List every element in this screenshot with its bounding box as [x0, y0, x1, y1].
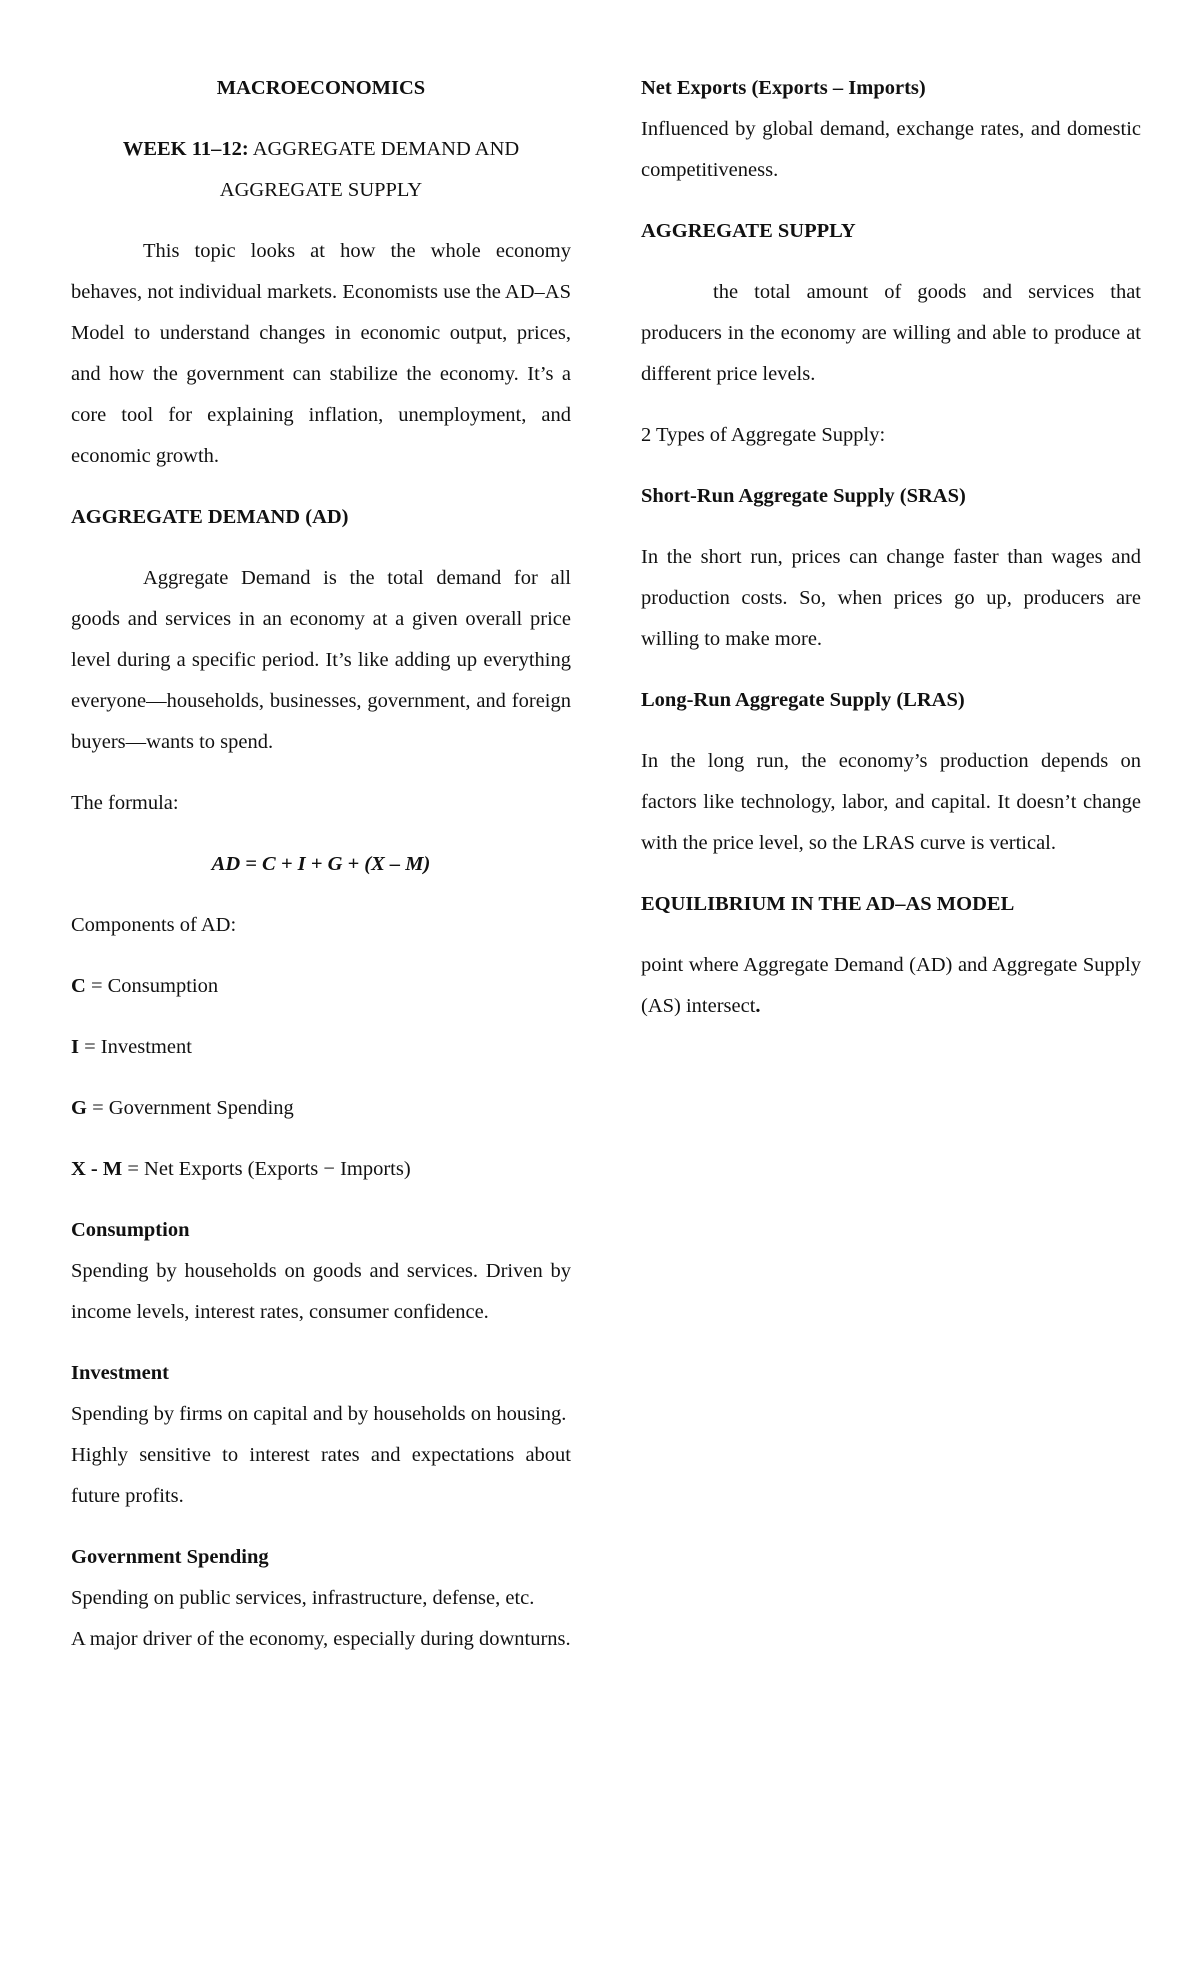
component-investment — [71, 1027, 571, 1068]
government-body-1: Spending on public services, infrastructure, defense, etc. — [71, 1587, 535, 1609]
component-text: = Government Spending — [86, 1097, 294, 1119]
as-types-label: 2 Types of Aggregate Supply: — [641, 424, 886, 446]
ad-formula: AD = C + I + G + (X – M) — [211, 853, 431, 875]
component-text: = Net Exports (Exports − Imports) — [122, 1158, 411, 1180]
investment-heading: Investment — [71, 1362, 169, 1384]
ad-heading: AGGREGATE DEMAND (AD) — [71, 506, 349, 528]
investment-body-1: Spending by firms on capital and by households on housing. — [71, 1403, 567, 1425]
component-net-exports — [71, 1149, 571, 1190]
components-label: Components of AD: — [71, 914, 237, 936]
equilibrium-body — [641, 945, 1141, 1027]
investment-body-2: Highly sensitive to interest rates and expectations about future profits. — [71, 1444, 571, 1507]
equilibrium-period: . — [755, 995, 761, 1017]
as-heading: AGGREGATE SUPPLY — [641, 220, 856, 242]
week-heading — [71, 129, 571, 170]
net-exports-heading: Net Exports (Exports – Imports) — [641, 77, 926, 99]
net-exports-body: Influenced by global demand, exchange rates, and domestic competitiveness. — [641, 118, 1141, 181]
component-government — [71, 1088, 571, 1129]
component-consumption — [71, 966, 571, 1007]
lras-heading: Long-Run Aggregate Supply (LRAS) — [641, 689, 965, 711]
week-label: WEEK 11–12: — [122, 138, 249, 160]
consumption-heading: Consumption — [71, 1219, 190, 1241]
component-key: I — [71, 1036, 79, 1058]
government-heading: Government Spending — [71, 1546, 269, 1568]
week-topic-line1: AGGREGATE DEMAND AND — [252, 138, 520, 160]
ad-body: Aggregate Demand is the total demand for all goods and services in an economy at a given overall price level during a specific period. It’s like adding up everything everyone—households, businesses, government, and foreign buyers—wants to spend. — [71, 567, 571, 753]
component-key: X - M — [71, 1158, 123, 1180]
equilibrium-text: point where Aggregate Demand (AD) and Aggregate Supply (AS) intersect — [641, 954, 1141, 1017]
equilibrium-heading: EQUILIBRIUM IN THE AD–AS MODEL — [641, 893, 1015, 915]
component-key: G — [71, 1097, 87, 1119]
formula-label: The formula: — [71, 792, 179, 814]
consumption-body: Spending by households on goods and services. Driven by income levels, interest rates, consumer confidence. — [71, 1260, 571, 1323]
component-text: = Consumption — [85, 975, 219, 997]
sras-body: In the short run, prices can change faster than wages and production costs. So, when prices go up, producers are willing to make more. — [641, 546, 1141, 650]
as-body: the total amount of goods and services that producers in the economy are willing and able to produce at different price levels. — [641, 281, 1141, 385]
intro-paragraph: This topic looks at how the whole economy behaves, not individual markets. Economists use the AD–AS Model to understand changes in economic output, prices, and how the government can stabilize the economy. It’s a core tool for explaining inflation, unemployment, and economic growth. — [71, 240, 571, 467]
left-column — [71, 68, 571, 1660]
right-column — [641, 68, 1141, 1027]
week-topic-line2: AGGREGATE SUPPLY — [219, 179, 423, 201]
sras-heading: Short-Run Aggregate Supply (SRAS) — [641, 485, 966, 507]
lras-body: In the long run, the economy’s production depends on factors like technology, labor, and capital. It doesn’t change with the price level, so the LRAS curve is vertical. — [641, 750, 1141, 854]
document-title: MACROECONOMICS — [216, 77, 426, 99]
component-text: = Investment — [78, 1036, 192, 1058]
government-body-2: A major driver of the economy, especially during downturns. — [71, 1628, 571, 1650]
component-key: C — [71, 975, 86, 997]
